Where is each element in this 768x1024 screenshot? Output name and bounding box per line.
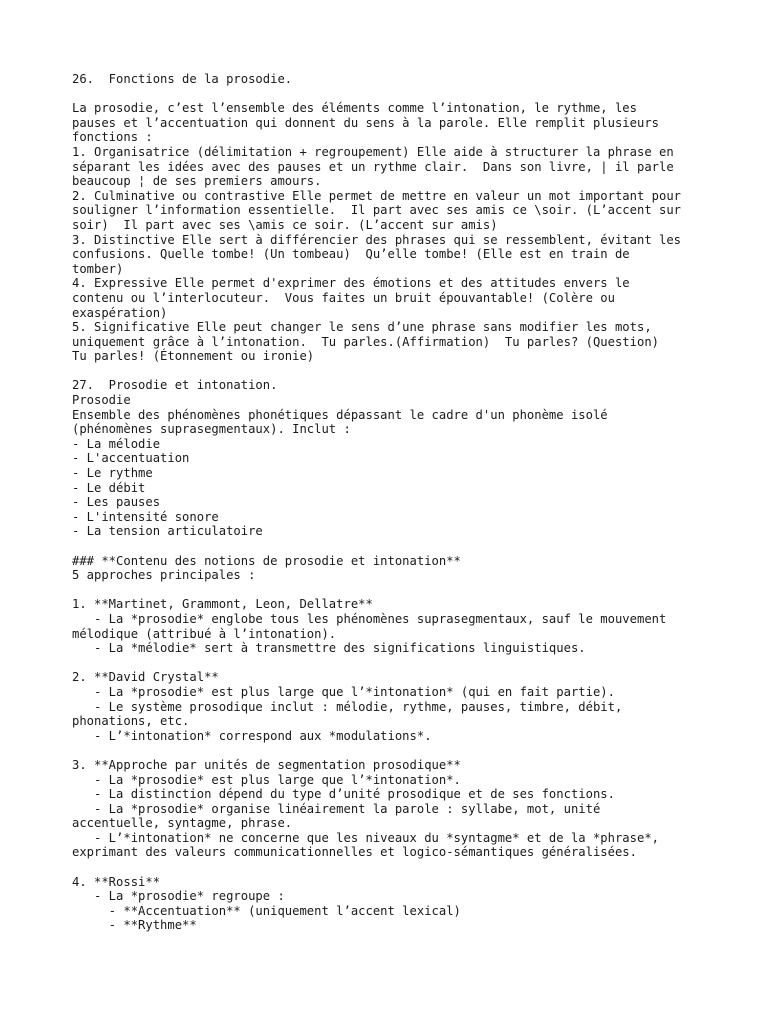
text-line: soir) Il part avec ses \amis ce soir. (L’accent sur amis): [72, 217, 498, 232]
text-line: 5 approches principales :: [72, 568, 256, 583]
text-line: 4. **Rossi**: [72, 874, 161, 889]
text-line: - **Accentuation** (uniquement l’accent lexical): [72, 903, 461, 918]
text-line: - La *prosodie* est plus large que l’*intonation* (qui en fait partie).: [72, 684, 615, 699]
text-line: uniquement grâce à l’intonation. Tu parles.(Affirmation) Tu parles? (Question): [72, 334, 659, 349]
text-line: 3. Distinctive Elle sert à différencier des phrases qui se ressemblent, évitant les: [72, 232, 682, 247]
text-line: [72, 656, 712, 671]
text-line: contenu ou l’interlocuteur. Vous faites un bruit épouvantable! (Colère ou: [72, 290, 615, 305]
text-line: (phénomènes suprasegmentaux). Inclut :: [72, 422, 351, 437]
text-line: 4. Expressive Elle permet d'exprimer des émotions et des attitudes envers le: [72, 276, 630, 291]
text-line: confusions. Quelle tombe! (Un tombeau) Qu’elle tombe! (Elle est en train de: [72, 247, 630, 262]
text-line: - La *prosodie* englobe tous les phénomènes suprasegmentaux, sauf le mouvement: [72, 611, 667, 626]
text-line: ### **Contenu des notions de prosodie et intonation**: [72, 553, 461, 568]
text-line: accentuelle, syntagme, phrase.: [72, 816, 293, 831]
text-line: 1. **Martinet, Grammont, Leon, Dellatre**: [72, 597, 373, 612]
text-line: tomber): [72, 261, 124, 276]
text-line: 2. Culminative ou contrastive Elle permet de mettre en valeur un mot important pour: [72, 188, 682, 203]
text-line: - Le système prosodique inclut : mélodie, rythme, pauses, timbre, débit,: [72, 699, 623, 714]
text-line: - La distinction dépend du type d’unité prosodique et de ses fonctions.: [72, 787, 615, 802]
text-line: - L’*intonation* ne concerne que les niveaux du *syntagme* et de la *phrase*,: [72, 830, 659, 845]
text-line: 26. Fonctions de la prosodie.: [72, 72, 293, 86]
text-line: [72, 87, 712, 102]
text-line: exprimant des valeurs communicationnelles et logico-sémantiques généralisées.: [72, 845, 637, 860]
text-line: - La *prosodie* est plus large que l’*intonation*.: [72, 772, 461, 787]
text-line: - La tension articulatoire: [72, 524, 263, 539]
text-line: [72, 583, 712, 598]
text-line: [72, 364, 712, 379]
document-text: [72, 72, 712, 933]
text-line: [72, 539, 712, 554]
text-line: beaucoup ¦ de ses premiers amours.: [72, 174, 322, 189]
text-line: - L’*intonation* correspond aux *modulations*.: [72, 728, 432, 743]
text-line: mélodique (attribué à l’intonation).: [72, 626, 337, 641]
text-line: - Le rythme: [72, 466, 153, 481]
text-line: [72, 743, 712, 758]
text-line: exaspération): [72, 305, 168, 320]
text-line: phonations, etc.: [72, 714, 190, 729]
text-line: fonctions :: [72, 130, 153, 145]
text-line: Ensemble des phénomènes phonétiques dépassant le cadre d'un phonème isolé: [72, 407, 608, 422]
text-line: - La *prosodie* organise linéairement la parole : syllabe, mot, unité: [72, 801, 601, 816]
text-line: - **Rythme**: [72, 918, 197, 933]
text-line: 2. **David Crystal**: [72, 670, 219, 685]
text-line: - La mélodie: [72, 436, 161, 451]
text-line: séparant les idées avec des pauses et un rythme clair. Dans son livre, | il parle: [72, 159, 674, 174]
text-line: [72, 860, 712, 875]
text-line: Prosodie: [72, 393, 131, 408]
text-line: - L'accentuation: [72, 451, 190, 466]
text-line: - La *prosodie* regroupe :: [72, 889, 285, 904]
text-line: Tu parles! (Étonnement ou ironie): [72, 349, 315, 364]
text-line: La prosodie, c’est l’ensemble des éléments comme l’intonation, le rythme, les: [72, 101, 637, 116]
text-line: 1. Organisatrice (délimitation + regroupement) Elle aide à structurer la phrase en: [72, 144, 674, 159]
text-line: - La *mélodie* sert à transmettre des significations linguistiques.: [72, 641, 586, 656]
text-line: souligner l’information essentielle. Il part avec ses amis ce \soir. (L’accent sur: [72, 203, 682, 218]
text-line: 5. Significative Elle peut changer le sens d’une phrase sans modifier les mots,: [72, 320, 652, 335]
text-line: 27. Prosodie et intonation.: [72, 378, 278, 393]
text-line: - Le débit: [72, 480, 146, 495]
text-line: 3. **Approche par unités de segmentation prosodique**: [72, 757, 461, 772]
text-line: - L'intensité sonore: [72, 509, 219, 524]
text-line: pauses et l’accentuation qui donnent du sens à la parole. Elle remplit plusieurs: [72, 115, 659, 130]
text-line: - Les pauses: [72, 495, 161, 510]
